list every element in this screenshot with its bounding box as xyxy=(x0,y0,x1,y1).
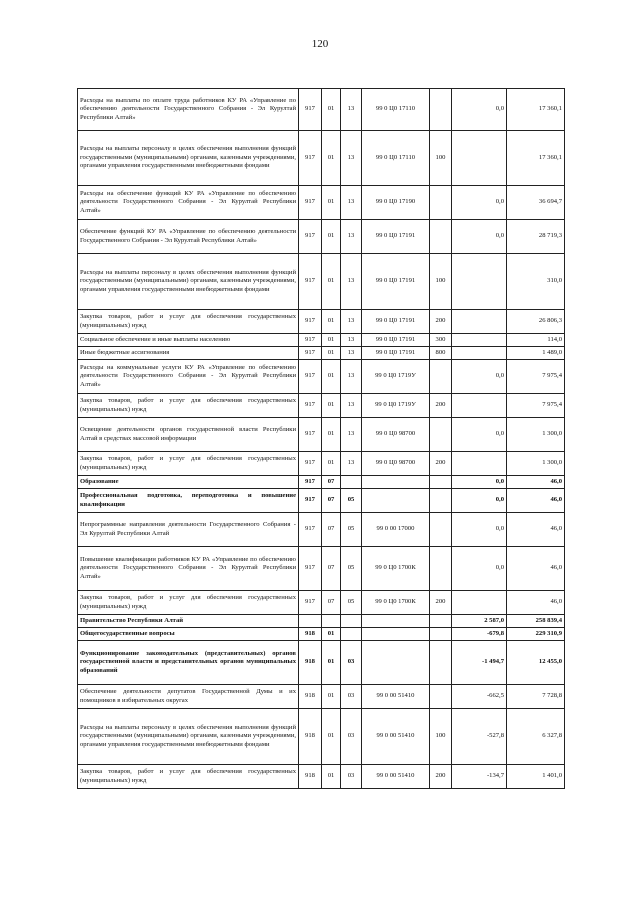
cell-name: Закупка товаров, работ и услуг для обеспечения государственных (муниципальных) нужд xyxy=(78,310,299,334)
cell-pr xyxy=(341,615,362,628)
cell-rz: 01 xyxy=(322,765,341,789)
cell-gr: 917 xyxy=(299,547,322,591)
cell-name: Расходы на выплаты персоналу в целях обеспечения выполнения функций государственными (муниципальными) органами, казенными учреждениями, органами управления государственными внебюджетными фондами xyxy=(78,254,299,310)
table-row xyxy=(78,476,565,489)
cell-change: 0,0 xyxy=(452,547,507,591)
cell-vr xyxy=(430,547,452,591)
table-row xyxy=(78,641,565,685)
cell-sum: 229 310,9 xyxy=(507,628,565,641)
cell-change xyxy=(452,310,507,334)
cell-gr: 917 xyxy=(299,360,322,394)
cell-vr xyxy=(430,615,452,628)
cell-name: Освещение деятельности органов государственной власти Республики Алтай в средствах массовой информации xyxy=(78,418,299,452)
cell-vr xyxy=(430,220,452,254)
table-row xyxy=(78,220,565,254)
cell-pr: 13 xyxy=(341,89,362,131)
cell-name: Расходы на коммунальные услуги КУ РА «Управление по обеспечению деятельности Государственного Собрания - Эл Курултай Республики Алтай» xyxy=(78,360,299,394)
cell-change xyxy=(452,452,507,476)
cell-gr: 918 xyxy=(299,709,322,765)
cell-csr: 99 0 Ц0 17191 xyxy=(362,347,430,360)
cell-pr: 05 xyxy=(341,513,362,547)
cell-name: Образование xyxy=(78,476,299,489)
table-row xyxy=(78,709,565,765)
cell-sum: 12 455,0 xyxy=(507,641,565,685)
cell-name: Повышение квалификации работников КУ РА «Управление по обеспечению деятельности Государственного Собрания - Эл Курултай Республики Алтай» xyxy=(78,547,299,591)
cell-name: Закупка товаров, работ и услуг для обеспечения государственных (муниципальных) нужд xyxy=(78,394,299,418)
cell-csr xyxy=(362,641,430,685)
cell-vr: 200 xyxy=(430,591,452,615)
cell-pr xyxy=(341,628,362,641)
cell-sum: 46,0 xyxy=(507,489,565,513)
cell-pr: 13 xyxy=(341,360,362,394)
cell-gr: 917 xyxy=(299,220,322,254)
cell-change: 0,0 xyxy=(452,186,507,220)
cell-change xyxy=(452,394,507,418)
cell-pr: 03 xyxy=(341,685,362,709)
cell-sum: 1 489,0 xyxy=(507,347,565,360)
cell-rz: 07 xyxy=(322,489,341,513)
cell-vr: 800 xyxy=(430,347,452,360)
cell-name: Обеспечение функций КУ РА «Управление по обеспечению деятельности Государственного Собрания - Эл Курултай Республики Алтай» xyxy=(78,220,299,254)
cell-gr: 918 xyxy=(299,765,322,789)
cell-sum: 46,0 xyxy=(507,513,565,547)
cell-gr: 917 xyxy=(299,131,322,186)
cell-name: Закупка товаров, работ и услуг для обеспечения государственных (муниципальных) нужд xyxy=(78,591,299,615)
cell-pr: 03 xyxy=(341,765,362,789)
cell-sum: 26 806,3 xyxy=(507,310,565,334)
cell-pr xyxy=(341,476,362,489)
cell-sum: 7 975,4 xyxy=(507,360,565,394)
cell-pr: 13 xyxy=(341,186,362,220)
page-number: 120 xyxy=(311,38,329,50)
cell-vr xyxy=(430,628,452,641)
cell-change xyxy=(452,131,507,186)
table-row xyxy=(78,628,565,641)
cell-csr: 99 0 Ц0 1719У xyxy=(362,360,430,394)
cell-sum: 36 694,7 xyxy=(507,186,565,220)
cell-sum: 7 728,8 xyxy=(507,685,565,709)
table-row xyxy=(78,418,565,452)
cell-name: Иные бюджетные ассигнования xyxy=(78,347,299,360)
cell-rz: 01 xyxy=(322,254,341,310)
cell-pr: 13 xyxy=(341,220,362,254)
cell-csr: 99 0 Ц0 1719У xyxy=(362,394,430,418)
table-row xyxy=(78,513,565,547)
cell-rz: 07 xyxy=(322,591,341,615)
cell-vr xyxy=(430,489,452,513)
cell-vr: 100 xyxy=(430,131,452,186)
cell-rz: 01 xyxy=(322,131,341,186)
cell-gr: 917 xyxy=(299,489,322,513)
cell-pr: 13 xyxy=(341,131,362,186)
cell-gr: 918 xyxy=(299,685,322,709)
cell-change: 0,0 xyxy=(452,89,507,131)
cell-sum: 258 839,4 xyxy=(507,615,565,628)
cell-gr: 917 xyxy=(299,513,322,547)
cell-pr: 03 xyxy=(341,709,362,765)
cell-csr: 99 0 Ц0 17110 xyxy=(362,89,430,131)
table-body xyxy=(78,89,565,789)
cell-rz: 01 xyxy=(322,452,341,476)
table-row xyxy=(78,452,565,476)
cell-sum: 1 300,0 xyxy=(507,452,565,476)
cell-csr: 99 0 Ц0 98700 xyxy=(362,418,430,452)
cell-name: Закупка товаров, работ и услуг для обеспечения государственных (муниципальных) нужд xyxy=(78,765,299,789)
cell-csr: 99 0 00 51410 xyxy=(362,709,430,765)
cell-csr: 99 0 00 51410 xyxy=(362,685,430,709)
table-row xyxy=(78,615,565,628)
cell-gr xyxy=(299,615,322,628)
cell-rz: 01 xyxy=(322,186,341,220)
cell-sum: 46,0 xyxy=(507,547,565,591)
cell-pr: 13 xyxy=(341,334,362,347)
cell-change: -134,7 xyxy=(452,765,507,789)
cell-gr: 917 xyxy=(299,591,322,615)
table-row xyxy=(78,489,565,513)
cell-vr xyxy=(430,476,452,489)
cell-sum: 46,0 xyxy=(507,476,565,489)
table-row xyxy=(78,394,565,418)
cell-rz: 01 xyxy=(322,89,341,131)
cell-rz: 07 xyxy=(322,476,341,489)
cell-name: Расходы на выплаты персоналу в целях обеспечения выполнения функций государственными (муниципальными) органами, казенными учреждениями, органами управления государственными внебюджетными фондами xyxy=(78,709,299,765)
cell-sum: 1 300,0 xyxy=(507,418,565,452)
cell-sum: 310,0 xyxy=(507,254,565,310)
table-row xyxy=(78,591,565,615)
cell-csr xyxy=(362,615,430,628)
cell-vr xyxy=(430,89,452,131)
table-row xyxy=(78,131,565,186)
cell-pr: 13 xyxy=(341,452,362,476)
cell-csr: 99 0 Ц0 17191 xyxy=(362,254,430,310)
cell-vr: 200 xyxy=(430,310,452,334)
cell-rz xyxy=(322,615,341,628)
cell-name: Правительство Республики Алтай xyxy=(78,615,299,628)
cell-pr: 13 xyxy=(341,418,362,452)
cell-vr: 300 xyxy=(430,334,452,347)
table-row xyxy=(78,310,565,334)
cell-name: Социальное обеспечение и иные выплаты населению xyxy=(78,334,299,347)
cell-gr: 917 xyxy=(299,254,322,310)
cell-change: 0,0 xyxy=(452,489,507,513)
cell-vr: 200 xyxy=(430,452,452,476)
cell-rz: 01 xyxy=(322,347,341,360)
cell-sum: 1 401,0 xyxy=(507,765,565,789)
cell-name: Закупка товаров, работ и услуг для обеспечения государственных (муниципальных) нужд xyxy=(78,452,299,476)
cell-csr: 99 0 Ц0 1700К xyxy=(362,591,430,615)
cell-csr xyxy=(362,628,430,641)
cell-gr: 917 xyxy=(299,418,322,452)
table-row xyxy=(78,765,565,789)
cell-vr xyxy=(430,641,452,685)
cell-rz: 01 xyxy=(322,641,341,685)
cell-pr: 05 xyxy=(341,591,362,615)
cell-change: 0,0 xyxy=(452,360,507,394)
cell-gr: 917 xyxy=(299,89,322,131)
budget-table xyxy=(77,88,565,789)
cell-change: 2 587,0 xyxy=(452,615,507,628)
cell-change xyxy=(452,347,507,360)
cell-gr: 917 xyxy=(299,394,322,418)
cell-name: Непрограммные направления деятельности Государственного Собрания - Эл Курултай Республики Алтай xyxy=(78,513,299,547)
table-row xyxy=(78,685,565,709)
cell-rz: 01 xyxy=(322,394,341,418)
cell-csr xyxy=(362,489,430,513)
cell-csr: 99 0 Ц0 17191 xyxy=(362,334,430,347)
cell-csr: 99 0 Ц0 1700К xyxy=(362,547,430,591)
table-row xyxy=(78,89,565,131)
cell-change: 0,0 xyxy=(452,476,507,489)
cell-pr: 03 xyxy=(341,641,362,685)
cell-name: Расходы на обеспечение функций КУ РА «Управление по обеспечению деятельности Государственного Собрания - Эл Курултай Республики Алтай» xyxy=(78,186,299,220)
cell-pr: 13 xyxy=(341,254,362,310)
cell-vr: 100 xyxy=(430,709,452,765)
cell-gr: 917 xyxy=(299,310,322,334)
cell-change xyxy=(452,254,507,310)
cell-rz: 01 xyxy=(322,709,341,765)
cell-rz: 01 xyxy=(322,628,341,641)
cell-gr: 917 xyxy=(299,186,322,220)
cell-gr: 917 xyxy=(299,347,322,360)
cell-pr: 13 xyxy=(341,394,362,418)
cell-pr: 13 xyxy=(341,310,362,334)
cell-name: Общегосударственные вопросы xyxy=(78,628,299,641)
cell-name: Профессиональная подготовка, переподготовка и повышение квалификации xyxy=(78,489,299,513)
table-row xyxy=(78,360,565,394)
cell-change: -662,5 xyxy=(452,685,507,709)
table-row xyxy=(78,254,565,310)
cell-name: Расходы на выплаты по оплате труда работников КУ РА «Управление по обеспечению деятельности Государственного Собрания - Эл Курултай Республики Алтай» xyxy=(78,89,299,131)
cell-sum: 46,0 xyxy=(507,591,565,615)
cell-rz: 01 xyxy=(322,360,341,394)
cell-vr xyxy=(430,513,452,547)
cell-csr: 99 0 Ц0 98700 xyxy=(362,452,430,476)
table-row xyxy=(78,547,565,591)
cell-vr: 200 xyxy=(430,765,452,789)
cell-pr: 05 xyxy=(341,489,362,513)
cell-vr xyxy=(430,186,452,220)
cell-sum: 6 327,8 xyxy=(507,709,565,765)
cell-rz: 07 xyxy=(322,547,341,591)
cell-gr: 917 xyxy=(299,334,322,347)
cell-gr: 918 xyxy=(299,641,322,685)
cell-csr xyxy=(362,476,430,489)
cell-change: 0,0 xyxy=(452,513,507,547)
cell-change: 0,0 xyxy=(452,418,507,452)
cell-pr: 13 xyxy=(341,347,362,360)
cell-rz: 07 xyxy=(322,513,341,547)
cell-name: Расходы на выплаты персоналу в целях обеспечения выполнения функций государственными (муниципальными) органами, казенными учреждениями, органами управления государственными внебюджетными фондами xyxy=(78,131,299,186)
cell-name: Функционирование законодательных (представительных) органов государственной власти и представительных органов муниципальных образований xyxy=(78,641,299,685)
cell-gr: 918 xyxy=(299,628,322,641)
cell-gr: 917 xyxy=(299,476,322,489)
cell-gr: 917 xyxy=(299,452,322,476)
cell-csr: 99 0 00 51410 xyxy=(362,765,430,789)
cell-vr xyxy=(430,418,452,452)
cell-sum: 17 360,1 xyxy=(507,89,565,131)
cell-sum: 28 719,3 xyxy=(507,220,565,254)
table-row xyxy=(78,334,565,347)
cell-vr xyxy=(430,685,452,709)
cell-vr xyxy=(430,360,452,394)
cell-change xyxy=(452,591,507,615)
cell-sum: 17 360,1 xyxy=(507,131,565,186)
cell-pr: 05 xyxy=(341,547,362,591)
cell-rz: 01 xyxy=(322,685,341,709)
cell-change: -527,8 xyxy=(452,709,507,765)
table-row xyxy=(78,186,565,220)
cell-rz: 01 xyxy=(322,418,341,452)
cell-csr: 99 0 00 17000 xyxy=(362,513,430,547)
cell-rz: 01 xyxy=(322,220,341,254)
cell-sum: 114,0 xyxy=(507,334,565,347)
cell-change: -679,8 xyxy=(452,628,507,641)
cell-name: Обеспечение деятельности депутатов Государственной Думы и их помощников в избирательных округах xyxy=(78,685,299,709)
cell-csr: 99 0 Ц0 17191 xyxy=(362,310,430,334)
table-row xyxy=(78,347,565,360)
cell-vr: 100 xyxy=(430,254,452,310)
cell-rz: 01 xyxy=(322,334,341,347)
cell-csr: 99 0 Ц0 17190 xyxy=(362,186,430,220)
cell-change xyxy=(452,334,507,347)
cell-rz: 01 xyxy=(322,310,341,334)
cell-csr: 99 0 Ц0 17191 xyxy=(362,220,430,254)
cell-change: -1 494,7 xyxy=(452,641,507,685)
cell-vr: 200 xyxy=(430,394,452,418)
cell-sum: 7 975,4 xyxy=(507,394,565,418)
cell-change: 0,0 xyxy=(452,220,507,254)
cell-csr: 99 0 Ц0 17110 xyxy=(362,131,430,186)
